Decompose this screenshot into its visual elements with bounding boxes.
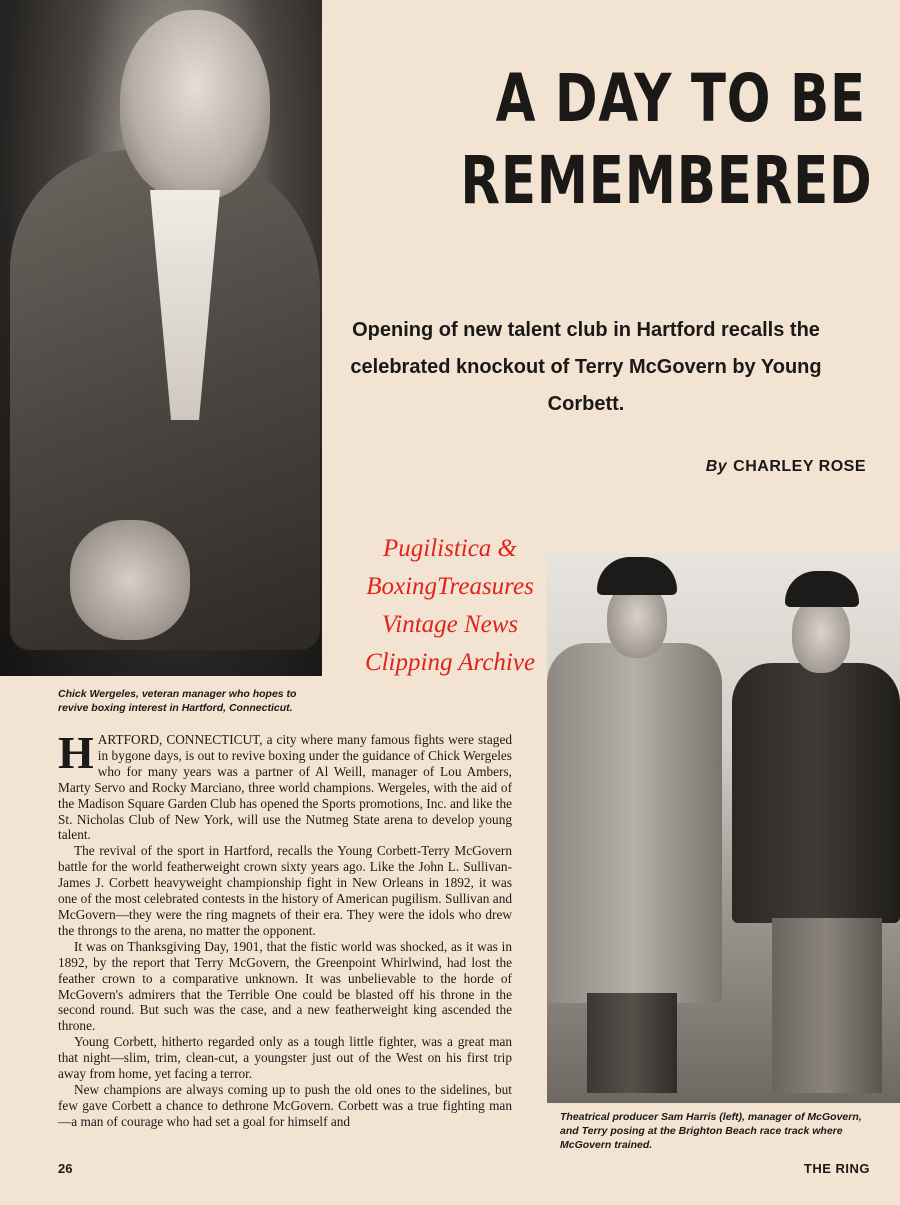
article-paragraph-text: ARTFORD, CONNECTICUT, a city where many famous fights were staged in bygone days, is out to revive boxing under the guidance of Chick Wergeles who for many years was a partner of Al Weill, manager of Lou Ambers, Marty Servo and Rocky Marciano, three world champions. Wergeles, with the aid of the Madison Square Garden Club has opened the Sports promotions, Inc. and like the St. Nicholas Club of New York, will use the Nutmeg State arena to develop young talent.	[58, 732, 512, 843]
photo-mcgovern-head	[792, 598, 850, 673]
watermark-line: Vintage News	[381, 611, 519, 638]
magazine-name: THE RING	[803, 1161, 870, 1176]
article-paragraph: It was on Thanksgiving Day, 1901, that the fistic world was shocked, as it was in 1892, by the report that Terry McGovern, the Greenpoint Whirlwind, had lost the feather crown to a comparative unknown. It was unbelievable to the horde of McGovern's admirers that the Terrible One could be blasted off his throne in the second round. But such was the case, and a new featherweight king ascended the throne.	[58, 938, 512, 1034]
subheadline-line: Corbett.	[547, 393, 625, 415]
photo-harris-bowler-hat	[597, 557, 677, 595]
byline	[706, 458, 866, 476]
photo-harris-coat	[547, 643, 722, 1003]
article-paragraph	[58, 727, 512, 843]
subheadline	[306, 312, 866, 423]
photo-caption-left: Chick Wergeles, veteran manager who hopes to revive boxing interest in Hartford, Connecticut.	[58, 688, 297, 714]
archive-watermark	[340, 530, 560, 682]
photo-mcgovern-coat	[732, 663, 900, 923]
photo-figure-hand	[70, 520, 190, 640]
photo-harris-legs	[587, 993, 677, 1093]
photo-caption-right: Theatrical producer Sam Harris (left), manager of McGovern, and Terry posing at the Brighton Beach race track where McGovern trained.	[560, 1111, 862, 1151]
headline-line: REMEMBERED	[460, 142, 873, 219]
headline-line: A DAY TO BE	[495, 60, 866, 137]
article-paragraph: The revival of the sport in Hartford, recalls the Young Corbett-Terry McGovern battle for the world featherweight crown sixty years ago. Like the John L. Sullivan-James J. Corbett heavyweight championship fight in New Orleans in 1892, it was one of the most celebrated contests in the history of American pugilism. Sullivan and McGovern—they were the ring magnets of their era. They were the idols who drew the throngs to the arena, no matter the opponent.	[58, 843, 512, 938]
byline-author: CHARLEY ROSE	[733, 458, 866, 475]
photo-chick-wergeles	[0, 0, 322, 676]
article-paragraph: New champions are always coming up to push the old ones to the sidelines, but few gave Corbett a chance to dethrone McGovern. Corbett was a true fighting man—a man of courage who had set a goal for himself and	[58, 1081, 512, 1129]
headline	[460, 58, 873, 222]
article-paragraph: Young Corbett, hitherto regarded only as a tough little fighter, was a great man that night—slim, trim, clean-cut, a youngster just out of the West on his first trip away from home, yet facing a terror.	[58, 1034, 512, 1082]
page-number: 26	[58, 1161, 73, 1176]
watermark-line: BoxingTreasures	[366, 573, 534, 600]
subheadline-line: Opening of new talent club in Hartford recalls the	[352, 319, 820, 341]
watermark-line: Pugilistica &	[382, 535, 518, 562]
photo-harris-and-mcgovern	[547, 553, 900, 1103]
subheadline-line: celebrated knockout of Terry McGovern by Young	[350, 356, 822, 378]
photo-mcgovern-bowler-hat	[785, 571, 859, 607]
byline-prefix: By	[705, 458, 728, 475]
photo-figure-head	[120, 10, 270, 200]
article-body	[58, 727, 512, 1130]
watermark-line: Clipping Archive	[364, 649, 536, 676]
photo-mcgovern-legs	[772, 918, 882, 1093]
drop-cap: H	[58, 727, 94, 778]
